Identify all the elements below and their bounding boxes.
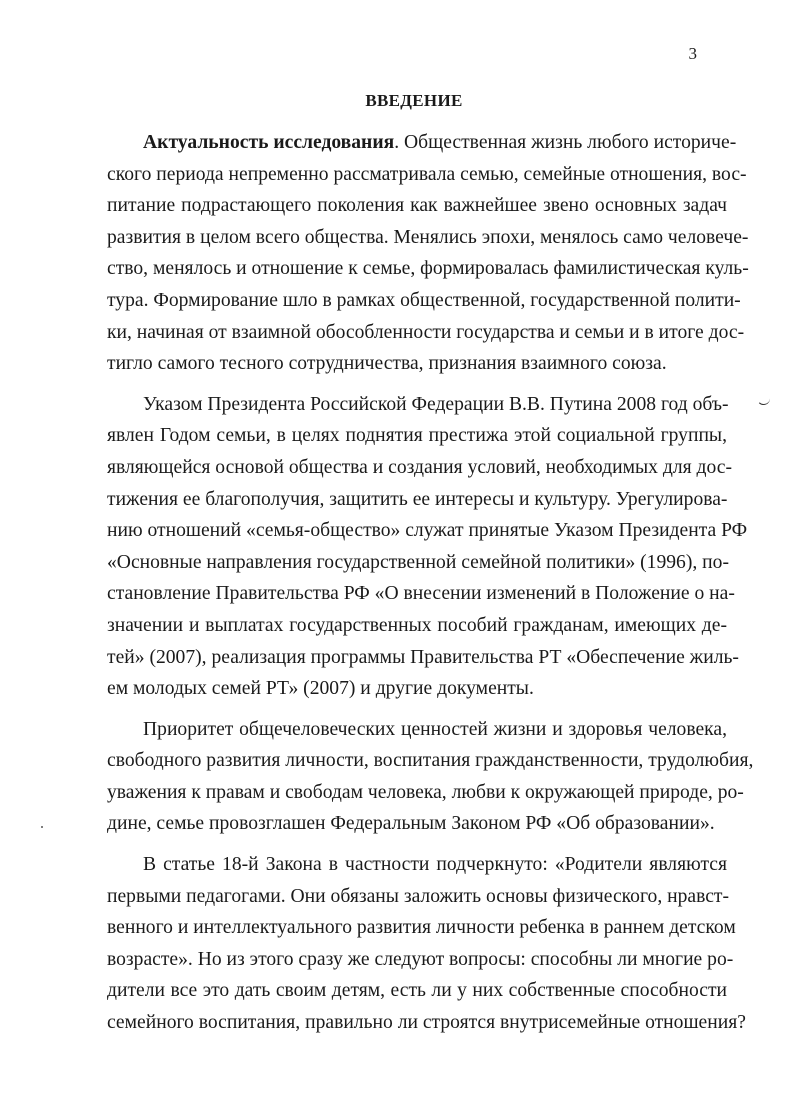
text-line: тижения ее благополучия, защитить ее интересы и культуру. Урегулирова-	[107, 488, 728, 510]
paragraph-4	[107, 849, 746, 1039]
scan-speck	[41, 826, 43, 828]
paragraph-2	[107, 389, 748, 705]
text-line: ского периода непременно рассматривала семью, семейные отношения, вос-	[107, 163, 747, 185]
paragraph-lead-bold: Актуальность исследования	[143, 132, 395, 153]
text-line: питание подрастающего поколения как важнейшее звено основных задач	[107, 195, 727, 217]
text-line: нию отношений «семья-общество» служат принятые Указом Президента РФ	[107, 520, 748, 542]
text-line: возрасте». Но из этого сразу же следуют вопросы: способны ли многие ро-	[107, 948, 734, 970]
text-line: тей» (2007), реализация программы Правительства РТ «Обеспечение жиль-	[107, 646, 739, 668]
text-line: значении и выплатах государственных пособий гражданам, имеющих де-	[107, 614, 727, 636]
page-number: 3	[688, 44, 697, 63]
text-line: дители все это дать своим детям, есть ли у них собственные способности	[107, 980, 727, 1002]
pencil-mark	[757, 396, 770, 405]
text-line: В статье 18-й Закона в частности подчеркнуто: «Родители являются	[143, 854, 727, 876]
body-text	[107, 127, 754, 1048]
text-line: Приоритет общечеловеческих ценностей жизни и здоровья человека,	[143, 718, 727, 740]
text-line: первыми педагогами. Они обязаны заложить основы физического, нравст-	[107, 885, 730, 907]
paragraph-1	[107, 127, 749, 380]
paragraph-3	[107, 714, 754, 840]
text-line: Указом Президента Российской Федерации В.В. Путина 2008 год объ-	[143, 393, 729, 415]
text-line: становление Правительства РФ «О внесении изменений в Положение о на-	[107, 583, 735, 605]
text-line: тура. Формирование шло в рамках общественной, государственной полити-	[107, 289, 741, 311]
text-line: «Основные направления государственной семейной политики» (1996), по-	[107, 551, 729, 573]
text-line: развития в целом всего общества. Менялись эпохи, менялось само человече-	[107, 226, 749, 248]
text-line: семейного воспитания, правильно ли строятся внутрисемейные отношения?	[107, 1012, 746, 1034]
text-line: ки, начиная от взаимной обособленности государства и семьи и в итоге дос-	[107, 321, 745, 343]
text-line: дине, семье провозглашен Федеральным Законом РФ «Об образовании».	[107, 813, 715, 835]
text-line: свободного развития личности, воспитания гражданственности, трудолюбия,	[107, 750, 754, 772]
section-heading: ВВЕДЕНИЕ	[365, 91, 463, 110]
text-line: тигло самого тесного сотрудничества, признания взаимного союза.	[107, 353, 667, 375]
text-line: явлен Годом семьи, в целях поднятия престижа этой социальной группы,	[107, 425, 727, 447]
text-line: венного и интеллектуального развития личности ребенка в раннем детском	[107, 917, 736, 939]
text-line: ем молодых семей РТ» (2007) и другие документы.	[107, 678, 534, 700]
text-line: ство, менялось и отношение к семье, формировалась фамилистическая куль-	[107, 258, 749, 280]
text-line: уважения к правам и свободам человека, любви к окружающей природе, ро-	[107, 781, 744, 803]
text-line: Актуальность исследования. Общественная жизнь любого историче-	[143, 132, 737, 153]
text-line: являющейся основой общества и создания условий, необходимых для дос-	[107, 456, 732, 478]
